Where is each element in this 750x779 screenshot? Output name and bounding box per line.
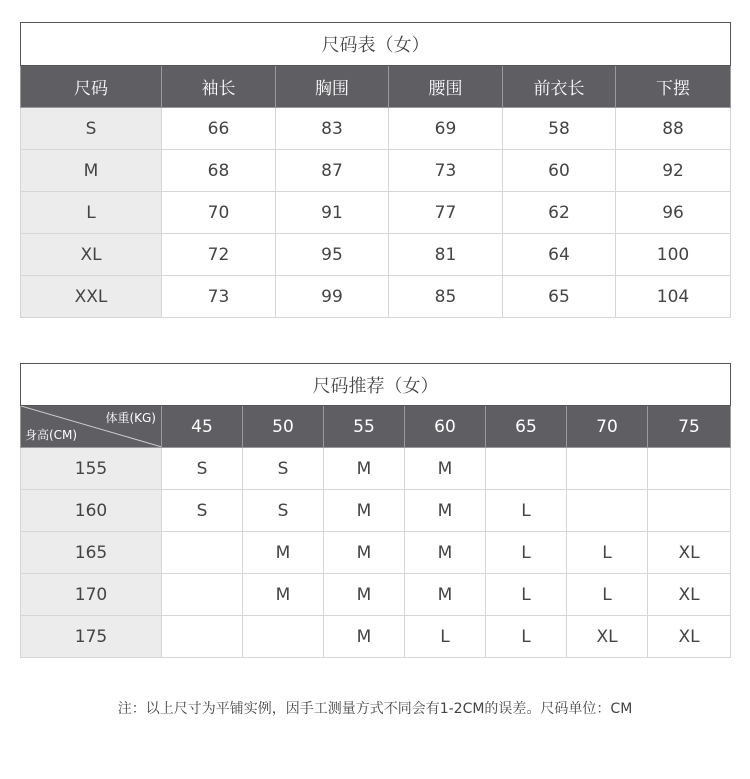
table-cell: S bbox=[162, 490, 243, 532]
size-chart-header-row bbox=[21, 66, 731, 108]
table-cell bbox=[162, 616, 243, 658]
table-cell: M bbox=[324, 448, 405, 490]
table-cell bbox=[243, 616, 324, 658]
table-cell: M bbox=[405, 448, 486, 490]
header-bust: 胸围 bbox=[276, 66, 389, 108]
weight-header: 60 bbox=[405, 406, 486, 448]
size-label: XXL bbox=[21, 276, 162, 318]
table-cell: L bbox=[405, 616, 486, 658]
weight-header: 65 bbox=[486, 406, 567, 448]
table-cell bbox=[162, 574, 243, 616]
table-cell: 70 bbox=[162, 192, 276, 234]
table-row bbox=[21, 234, 731, 276]
table-cell: 68 bbox=[162, 150, 276, 192]
table-cell: 58 bbox=[503, 108, 616, 150]
table-cell: 73 bbox=[162, 276, 276, 318]
table-cell bbox=[567, 448, 648, 490]
weight-header: 45 bbox=[162, 406, 243, 448]
table-cell: 87 bbox=[276, 150, 389, 192]
table-cell: 83 bbox=[276, 108, 389, 150]
table-cell: M bbox=[324, 532, 405, 574]
table-cell: 99 bbox=[276, 276, 389, 318]
table-cell: XL bbox=[648, 574, 731, 616]
table-cell: 66 bbox=[162, 108, 276, 150]
table-cell bbox=[567, 490, 648, 532]
header-size: 尺码 bbox=[21, 66, 162, 108]
header-sleeve: 袖长 bbox=[162, 66, 276, 108]
size-recommendation-table bbox=[20, 363, 731, 658]
table-row bbox=[21, 276, 731, 318]
height-label: 175 bbox=[21, 616, 162, 658]
table-cell: S bbox=[243, 490, 324, 532]
measurement-note: 注：以上尺寸为平铺实例，因手工测量方式不同会有1-2CM的误差。尺码单位：CM bbox=[117, 701, 633, 717]
table-cell: 64 bbox=[503, 234, 616, 276]
table-cell: 85 bbox=[389, 276, 503, 318]
size-label: M bbox=[21, 150, 162, 192]
table-cell: L bbox=[567, 574, 648, 616]
recommendation-header-row bbox=[21, 406, 731, 448]
table-row bbox=[21, 192, 731, 234]
table-cell: 91 bbox=[276, 192, 389, 234]
table-row bbox=[21, 574, 731, 616]
height-label: 160 bbox=[21, 490, 162, 532]
table-cell: M bbox=[405, 532, 486, 574]
size-label: XL bbox=[21, 234, 162, 276]
table-cell: M bbox=[405, 574, 486, 616]
table-cell: 95 bbox=[276, 234, 389, 276]
table-cell: 96 bbox=[616, 192, 731, 234]
table-cell: 62 bbox=[503, 192, 616, 234]
table-cell bbox=[648, 490, 731, 532]
table-cell: S bbox=[162, 448, 243, 490]
weight-header: 70 bbox=[567, 406, 648, 448]
table-row bbox=[21, 616, 731, 658]
table-cell: 60 bbox=[503, 150, 616, 192]
table-row bbox=[21, 150, 731, 192]
header-hem: 下摆 bbox=[616, 66, 731, 108]
table-cell: M bbox=[243, 574, 324, 616]
table-cell: 100 bbox=[616, 234, 731, 276]
weight-header: 50 bbox=[243, 406, 324, 448]
table-cell: M bbox=[324, 490, 405, 532]
weight-header: 55 bbox=[324, 406, 405, 448]
table-cell: M bbox=[243, 532, 324, 574]
height-label: 165 bbox=[21, 532, 162, 574]
height-label: 170 bbox=[21, 574, 162, 616]
table-cell: 81 bbox=[389, 234, 503, 276]
table-cell: 92 bbox=[616, 150, 731, 192]
table-row bbox=[21, 532, 731, 574]
table-cell: XL bbox=[648, 616, 731, 658]
header-front-length: 前衣长 bbox=[503, 66, 616, 108]
weight-header: 75 bbox=[648, 406, 731, 448]
table-cell: L bbox=[486, 574, 567, 616]
table-cell bbox=[486, 448, 567, 490]
table-cell: 72 bbox=[162, 234, 276, 276]
table-cell: L bbox=[486, 616, 567, 658]
size-label: S bbox=[21, 108, 162, 150]
table-cell: XL bbox=[567, 616, 648, 658]
size-chart-title: 尺码表（女） bbox=[21, 23, 731, 66]
table-cell: 73 bbox=[389, 150, 503, 192]
table-cell: M bbox=[324, 574, 405, 616]
table-cell: M bbox=[324, 616, 405, 658]
table-cell: L bbox=[486, 532, 567, 574]
diagonal-corner-header bbox=[21, 406, 162, 448]
size-label: L bbox=[21, 192, 162, 234]
table-cell: 104 bbox=[616, 276, 731, 318]
table-cell: 88 bbox=[616, 108, 731, 150]
table-cell: M bbox=[405, 490, 486, 532]
table-cell: S bbox=[243, 448, 324, 490]
height-label: 155 bbox=[21, 448, 162, 490]
table-cell: 69 bbox=[389, 108, 503, 150]
table-cell bbox=[648, 448, 731, 490]
table-cell: L bbox=[567, 532, 648, 574]
height-axis-label: 身高(CM) bbox=[25, 428, 78, 442]
table-cell: 65 bbox=[503, 276, 616, 318]
table-cell: L bbox=[486, 490, 567, 532]
weight-axis-label: 体重(KG) bbox=[105, 411, 156, 425]
table-cell: 77 bbox=[389, 192, 503, 234]
size-chart-table bbox=[20, 22, 731, 318]
table-row bbox=[21, 490, 731, 532]
table-row bbox=[21, 448, 731, 490]
recommendation-title: 尺码推荐（女） bbox=[21, 364, 731, 406]
table-cell bbox=[162, 532, 243, 574]
table-cell: XL bbox=[648, 532, 731, 574]
table-row bbox=[21, 108, 731, 150]
header-waist: 腰围 bbox=[389, 66, 503, 108]
